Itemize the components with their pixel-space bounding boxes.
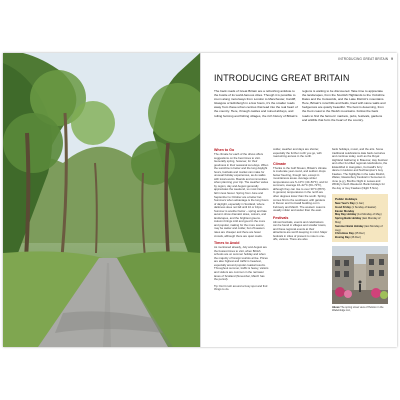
festivals-text: Almost festivals, events and celebrations can be found in villages and smaller towns, and these regional events at their attractions are worth keeping in mind. Major festivals in cities of present to note is one-offs, various. There are also [273,219,328,242]
holiday-name: Boxing Day [335,236,350,240]
page-title: INTRODUCING GREAT BRITAIN [214,73,350,83]
holiday-row [335,236,385,240]
page-number: 9 [391,57,393,61]
photo-caption [332,306,388,312]
holiday-name: May Day Holiday [335,213,357,217]
holiday-date: (25 Dec) [354,232,365,236]
country-lane-photo [3,53,200,347]
caption-text: The spring street view of Helston in the Wadebridge Ltd., [332,305,384,312]
public-holidays-heading: Public Holidays [335,196,358,201]
holiday-name: Summer Bank Holiday [335,224,364,228]
body-columns [214,148,386,338]
when-to-go-heading: When to Go [214,148,235,152]
tip-text: Tip: Don't rush around a busy spot and find things to do. [214,283,268,292]
holiday-name: Christmas Day [335,232,354,236]
column-1 [214,148,269,295]
climate-heading: Climate [273,161,286,166]
text-page [204,53,397,347]
when-to-go-text: The climate for each of the drives offers suggestions on the best times to visit. Generally spring, however, for their goodness in their seasonal sun-days. When the sunshine is better and the long daylight hours, festivals and market can make for unusual holiday experiences, as do walks with local events. Boards and communities when planning your trip. The weather varies by region, day and August generally appreciates the weekend, so most travellers fall in less favour. Spring from June and September to October are a better bet. Summers when advantage is the long hours of daylight, especially in Scotland, where darkness does not fall until 10 or 10pm. Summer is another factor – spring and late autumn show dramatic skies, colours, and landscapes, and the brightest greens. Autumn brings mild and good in the more and popular, making for the more scenic, may be wetter and colder, but off-season rates are cheaper and there are fewer crowds, although there are quiet roads. [214,152,269,238]
running-head [338,57,393,61]
country-lane-illustration [3,53,200,347]
holiday-name: Good Friday [335,205,351,209]
times-to-avoid-text: As mentioned already, July and August are the busiest times to visit, when British schools are on summer holiday and when the majority of foreign tourists arrive. Prices are also highest and traffic is heaviest, especially around popular coastal resorts. Throughout summer, traffic is heavy, visitors and visitors are common in the narrower lanes of Scotland (November, March has the period). [214,245,269,282]
holiday-date: (26 Dec) [350,236,361,240]
caption-label: Above [332,305,340,309]
column-2-continued-text: colder, weather and days are shorter, especially the further north you go, with road-wiring access in the north. [273,147,322,159]
holiday-date: (1 Sunday of Easter) [351,205,377,209]
holiday-date: (1st Monday of May) [357,213,382,217]
column-3-continued-text: bank holidays, music, and the arts. Some traditional celebrations date back centuries and continue today, such as the Royal Highland Gathering in Braemar, Hay Festival and other fun-filled regional celebrations, the Eisteddfod in Llangollen, Cornwall's furry dance in Helston and Northampton's Guy Fawkes. The highlights in the Lake District, Wales; Glastonbury Festival in Somerset in June (e.g.), Bonfire Night in Lewes and Whitby's Goth Weekend. Bank holidays for the day or Guy Fawkes (Night 5 Nov). [332,147,388,191]
intro-paragraph-left: The back roads of Great Britain are a refreshing antidote to the bustle of its world-famous cities. Though it is possible to zoom along motorways from London to Manchester, Cardiff, Glasgow or Edinburgh in a few hours, it's the smaller roads away from these urban centres that lead into the real heart of the country. Here, through castles and ruined abbeys, and rolling farming and fishing villages, the rich history of Britain's [214,89,298,118]
public-holidays-box [332,194,388,242]
holiday-row [335,217,385,225]
running-head-section: INTRODUCING GREAT BRITAIN [338,57,389,61]
holiday-name: New Year's Day [335,202,355,206]
festivals-heading: Festivals [273,215,289,220]
book-spread [3,53,397,347]
book-gutter [200,53,201,347]
column-2 [273,148,328,245]
street-scene-photo [332,246,388,304]
column-3 [332,148,388,312]
holiday-date: (last Monday of May) [335,217,381,225]
times-to-avoid-heading: Times to Avoid [214,241,240,246]
climate-text: Thanks to the Gulf Stream, Britain's climate is moderate year-round, and seldom drops below freezing, though rain, except in mountainous areas. Average winter temperatures are 5–10°C (40–50°F), and for summers, average 16–22°C (60–72°F), although they can rise to over 30°C (86°F). In general, temperatures in the north are often degrees lower than the south. Spring comes first to the southwest, with gardens in Devon and Cornwall budding out in February and March. The western coast is usually milder and wetter than the east. [273,165,328,213]
street-scene-illustration [332,246,388,304]
holiday-name: Easter Monday [335,209,355,213]
intro-block [214,89,386,122]
holiday-date: (last Monday of Aug) [335,224,383,232]
holiday-name: Spring Bank Holiday [335,217,362,221]
holiday-date: (1 Jan) [355,202,364,206]
intro-paragraph-right: regions is waiting to be discovered. Take time to appreciate the landscapes, from the Scottish Highlands to the Yorkshire Dales and the Cotswolds, and the Lake District's mountains. Here, Britain's rural hills and fields, lined with stone walls and hedgerows are quietly beautiful. The best is deserving, from the Kent coast to the Welsh mountains. Follow the back roads to find the farmers' markets, pubs, festivals, gardens and wildlife that form the heart of the country. [302,89,386,122]
